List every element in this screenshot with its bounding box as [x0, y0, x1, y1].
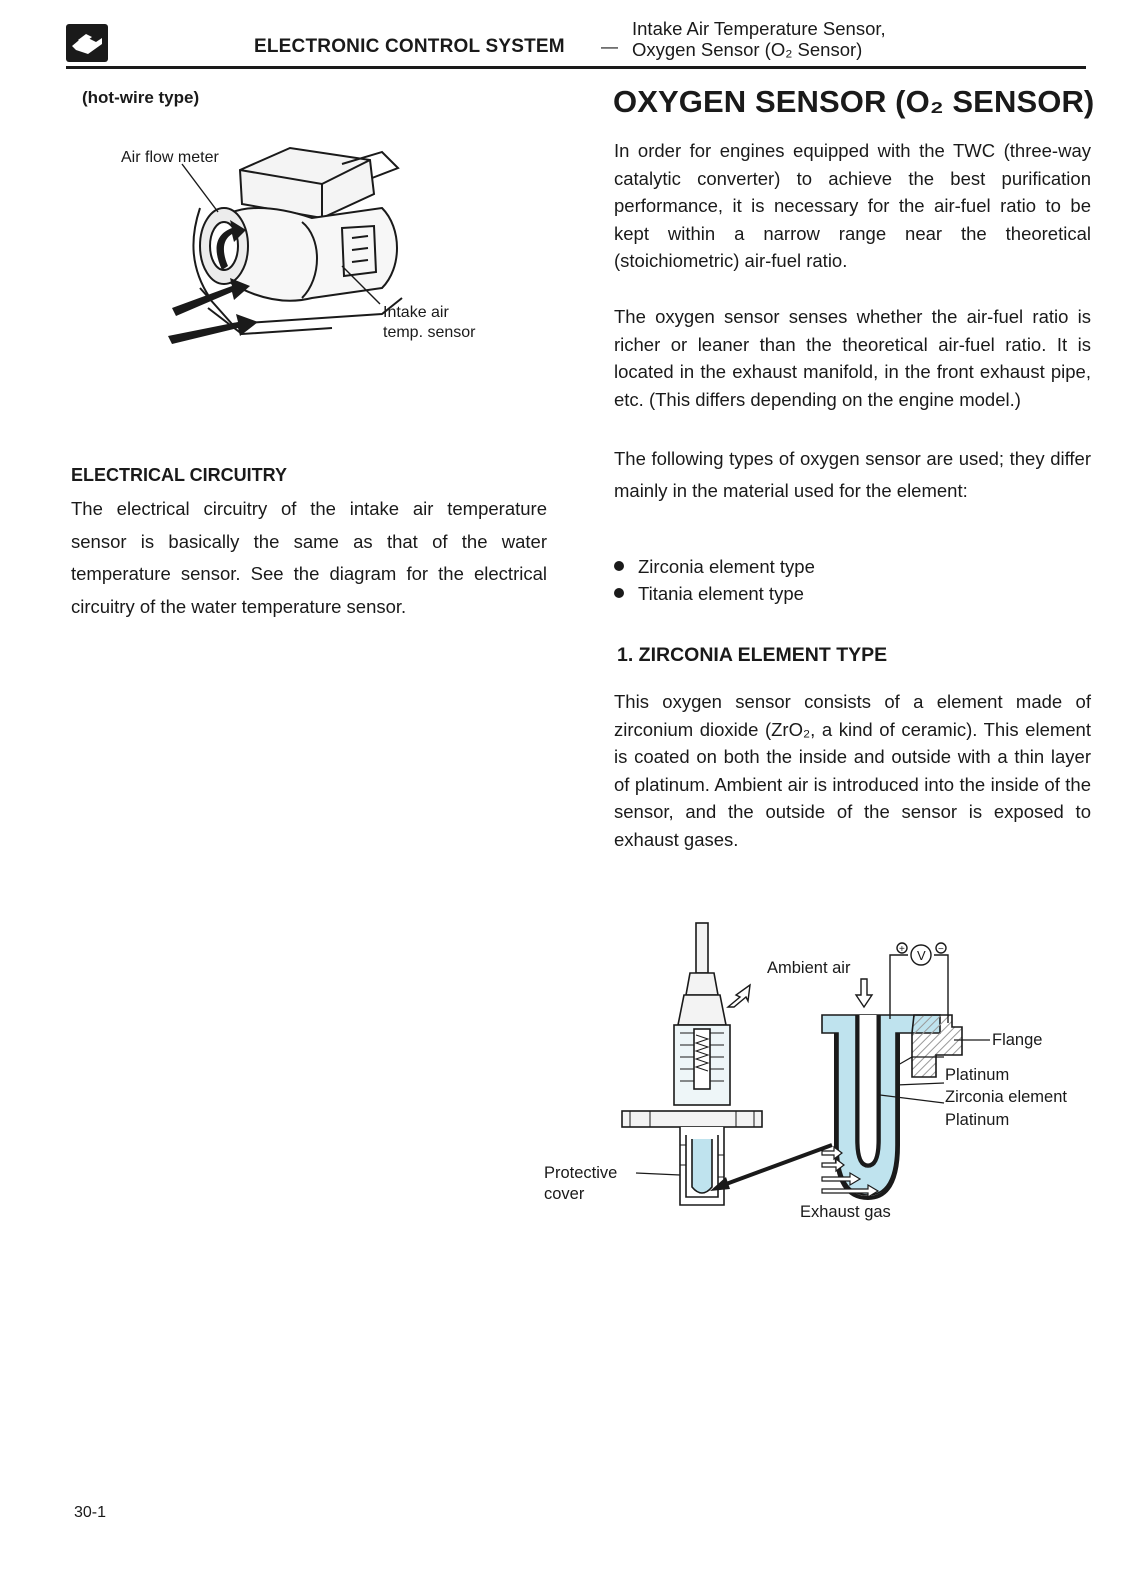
- label-intake-air-temp-sensor: [383, 303, 475, 343]
- zirconia-element-section: [822, 1015, 962, 1198]
- header-rule: [66, 66, 1086, 69]
- label-cover: cover: [544, 1185, 585, 1203]
- label-platinum-inner: Platinum: [945, 1111, 1010, 1129]
- bullet-icon: [614, 561, 624, 571]
- bullet-text: Titania element type: [638, 583, 804, 604]
- header-dash: —: [601, 37, 618, 56]
- label-air-flow-meter: Air flow meter: [121, 149, 219, 166]
- sensor-body: [622, 923, 762, 1205]
- header-section-title: ELECTRONIC CONTROL SYSTEM: [254, 36, 565, 57]
- ambient-air-arrow-icon: [856, 979, 872, 1007]
- bullet-icon: [614, 588, 624, 598]
- label-platinum-outer: Platinum: [945, 1066, 1010, 1084]
- list-item: [614, 583, 804, 605]
- header-subtitle-line-2: Oxygen Sensor (O₂ Sensor): [632, 39, 863, 60]
- zirconia-heading: 1. ZIRCONIA ELEMENT TYPE: [617, 644, 888, 666]
- sensing-paragraph: The oxygen sensor senses whether the air-fuel ratio is richer or leaner than the theoretical air-fuel ratio. It is located in the exhaust manifold, in the front exhaust pipe, etc. (This differs depending on the engine model.): [614, 306, 1091, 410]
- electrical-circuitry-text: The electrical circuitry of the intake air temperature sensor is basically the same as that of the water temperature sensor. See the diagram for the electrical circuitry of the water temperature sensor.: [71, 498, 547, 617]
- label-ambient-air: Ambient air: [767, 959, 851, 977]
- figure-caption-hot-wire: (hot-wire type): [82, 88, 200, 107]
- header-subtitle: [632, 18, 886, 60]
- bullet-text: Zirconia element type: [638, 556, 815, 577]
- label-intake-air-line-1: Intake air: [383, 304, 449, 321]
- list-item: [614, 556, 815, 578]
- voltmeter-plus: +: [899, 944, 905, 955]
- section-logo-icon: [66, 24, 108, 62]
- intro-paragraph: In order for engines equipped with the TWC (three-way catalytic converter) to achieve the best purification performance, it is necessary for the air-fuel ratio to be kept within a narrow range near the theoretical (stoichiometric) air-fuel ratio.: [614, 140, 1091, 272]
- page-title: OXYGEN SENSOR (O₂ SENSOR): [613, 84, 1095, 119]
- electrical-circuitry-heading: ELECTRICAL CIRCUITRY: [71, 465, 287, 485]
- voltmeter-minus: −: [938, 944, 944, 955]
- zirconia-paragraph: This oxygen sensor consists of a element made of zirconium dioxide (ZrO₂, a kind of ceramic). This element is coated on both the inside and outside with a thin layer of platinum. Ambient air is introduced into the inside of the sensor, and the outside of the sensor is exposed to exhaust gases.: [614, 691, 1091, 850]
- types-paragraph: The following types of oxygen sensor are used; they differ mainly in the material used for the element:: [614, 448, 1091, 501]
- label-intake-air-line-2: temp. sensor: [383, 324, 476, 341]
- label-zirconia-element: Zirconia element: [945, 1088, 1067, 1106]
- label-flange: Flange: [992, 1031, 1043, 1049]
- voltmeter-symbol: V: [917, 948, 926, 963]
- label-exhaust-gas: Exhaust gas: [800, 1203, 891, 1221]
- header-subtitle-line-1: Intake Air Temperature Sensor,: [632, 18, 886, 39]
- label-protective: Protective: [544, 1164, 618, 1182]
- page-number: 30-1: [74, 1504, 107, 1521]
